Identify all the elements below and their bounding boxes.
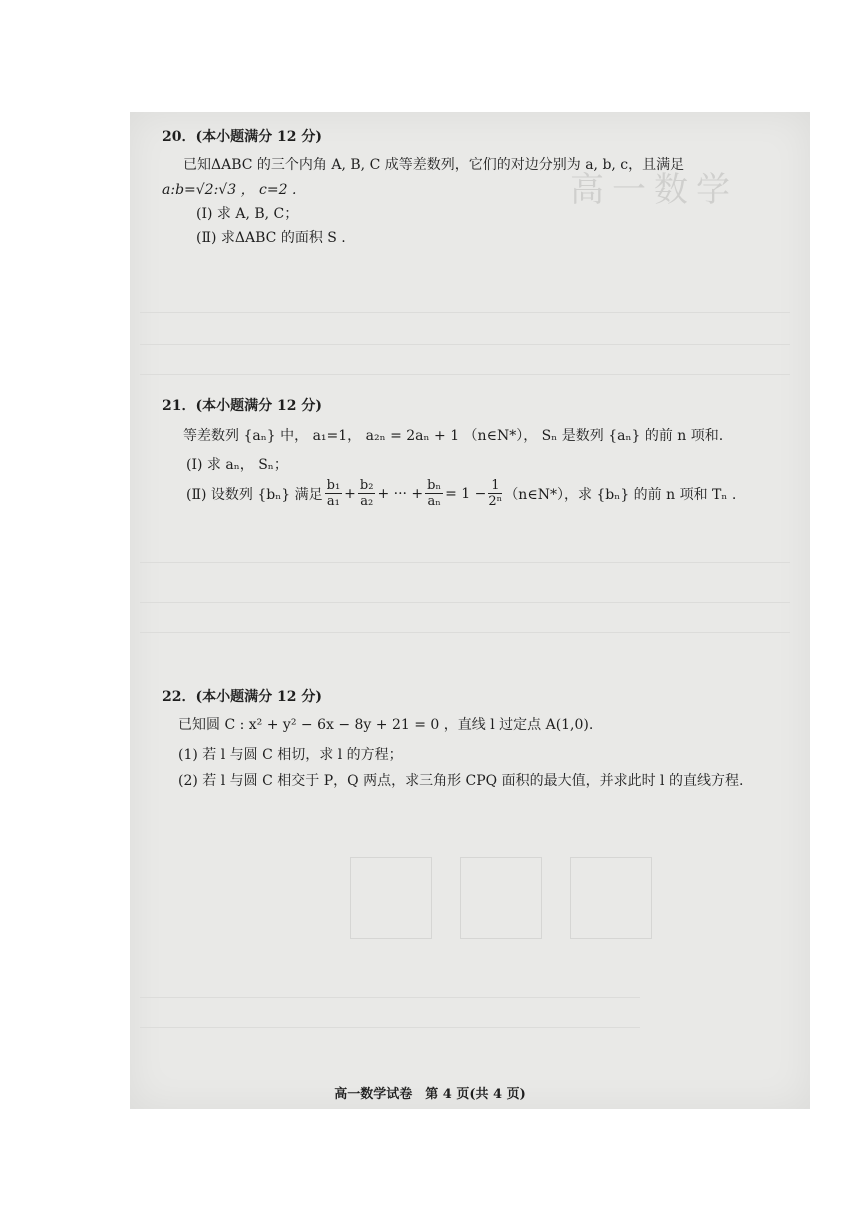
bleed-line bbox=[140, 374, 790, 375]
frac-num: bₙ bbox=[427, 478, 442, 493]
q20-part2: (Ⅱ) 求ΔABC 的面积 S . bbox=[196, 230, 346, 246]
ellipsis-plus: + ··· + bbox=[377, 485, 424, 502]
q22-part1: (1) 若 l 与圆 C 相切，求 l 的方程； bbox=[178, 747, 403, 763]
q21-part2: (Ⅱ) 设数列 {bₙ} 满足 $\frac{\text{b₁}}{\text{a₁}}$ + $\frac{\text{b₂}}{\text{a₂}}$ + ··· + $\frac{\text{bₙ}}{\text{aₙ}}$ = 1 − $\frac{1}{\text{2ⁿ}}$ （n∈N*），求 {bₙ} 的前 n 项和 Tₙ . bbox=[186, 478, 737, 509]
frac-den: a₂ bbox=[360, 494, 374, 509]
frac-den: 2ⁿ bbox=[488, 494, 503, 509]
bleed-figure bbox=[460, 857, 542, 939]
bleed-line bbox=[140, 1027, 640, 1028]
exam-page bbox=[130, 112, 810, 1109]
equals-one-minus: = 1 − bbox=[445, 485, 487, 502]
q21-statement: 等差数列 {aₙ} 中， a₁=1， a₂ₙ = 2aₙ + 1 （n∈N*）， Sₙ 是数列 {aₙ} 的前 n 项和. bbox=[183, 428, 724, 444]
bleed-figure bbox=[350, 857, 432, 939]
bleed-line bbox=[140, 632, 790, 633]
q21-part2-lead: (Ⅱ) 设数列 {bₙ} 满足 bbox=[186, 486, 323, 503]
q22-heading: 22．(本小题满分 12 分) bbox=[162, 689, 322, 705]
frac-den: aₙ bbox=[427, 494, 441, 509]
q20-heading: 20．(本小题满分 12 分) bbox=[162, 129, 322, 145]
frac-num: b₂ bbox=[359, 478, 374, 493]
fraction-b1-a1 bbox=[325, 478, 343, 509]
bleed-line bbox=[140, 997, 640, 998]
fraction-bn-an bbox=[425, 478, 443, 509]
bleed-figure bbox=[570, 857, 652, 939]
fraction-b2-a2 bbox=[358, 478, 376, 509]
q20-part1: (Ⅰ) 求 A, B, C； bbox=[196, 206, 299, 222]
q22-statement: 已知圆 C : x² + y² − 6x − 8y + 21 = 0 ，直线 l 过定点 A(1,0). bbox=[178, 717, 594, 733]
bleed-line bbox=[140, 344, 790, 345]
q21-part1: (Ⅰ) 求 aₙ， Sₙ； bbox=[186, 457, 288, 473]
q22-part2: (2) 若 l 与圆 C 相交于 P，Q 两点，求三角形 CPQ 面积的最大值，并求此时 l 的直线方程. bbox=[178, 773, 744, 789]
frac-num: b₁ bbox=[326, 478, 341, 493]
page-footer: 高一数学试卷 第 4 页(共 4 页) bbox=[334, 1087, 526, 1102]
frac-num: 1 bbox=[488, 478, 502, 494]
frac-den: a₁ bbox=[326, 494, 340, 509]
bleed-title: 高一数学 bbox=[570, 170, 738, 210]
q20-statement: 已知ΔABC 的三个内角 A, B, C 成等差数列，它们的对边分别为 a, b, c，且满足 bbox=[183, 157, 685, 173]
bleed-line bbox=[140, 312, 790, 313]
q20-condition: a:b=√2:√3 ， c=2 . bbox=[162, 182, 297, 198]
q21-part2-tail: （n∈N*），求 {bₙ} 的前 n 项和 Tₙ . bbox=[504, 486, 737, 503]
fraction-1-2n bbox=[488, 478, 502, 509]
q21-heading: 21．(本小题满分 12 分) bbox=[162, 398, 322, 414]
bleed-line bbox=[140, 602, 790, 603]
bleed-line bbox=[140, 562, 790, 563]
